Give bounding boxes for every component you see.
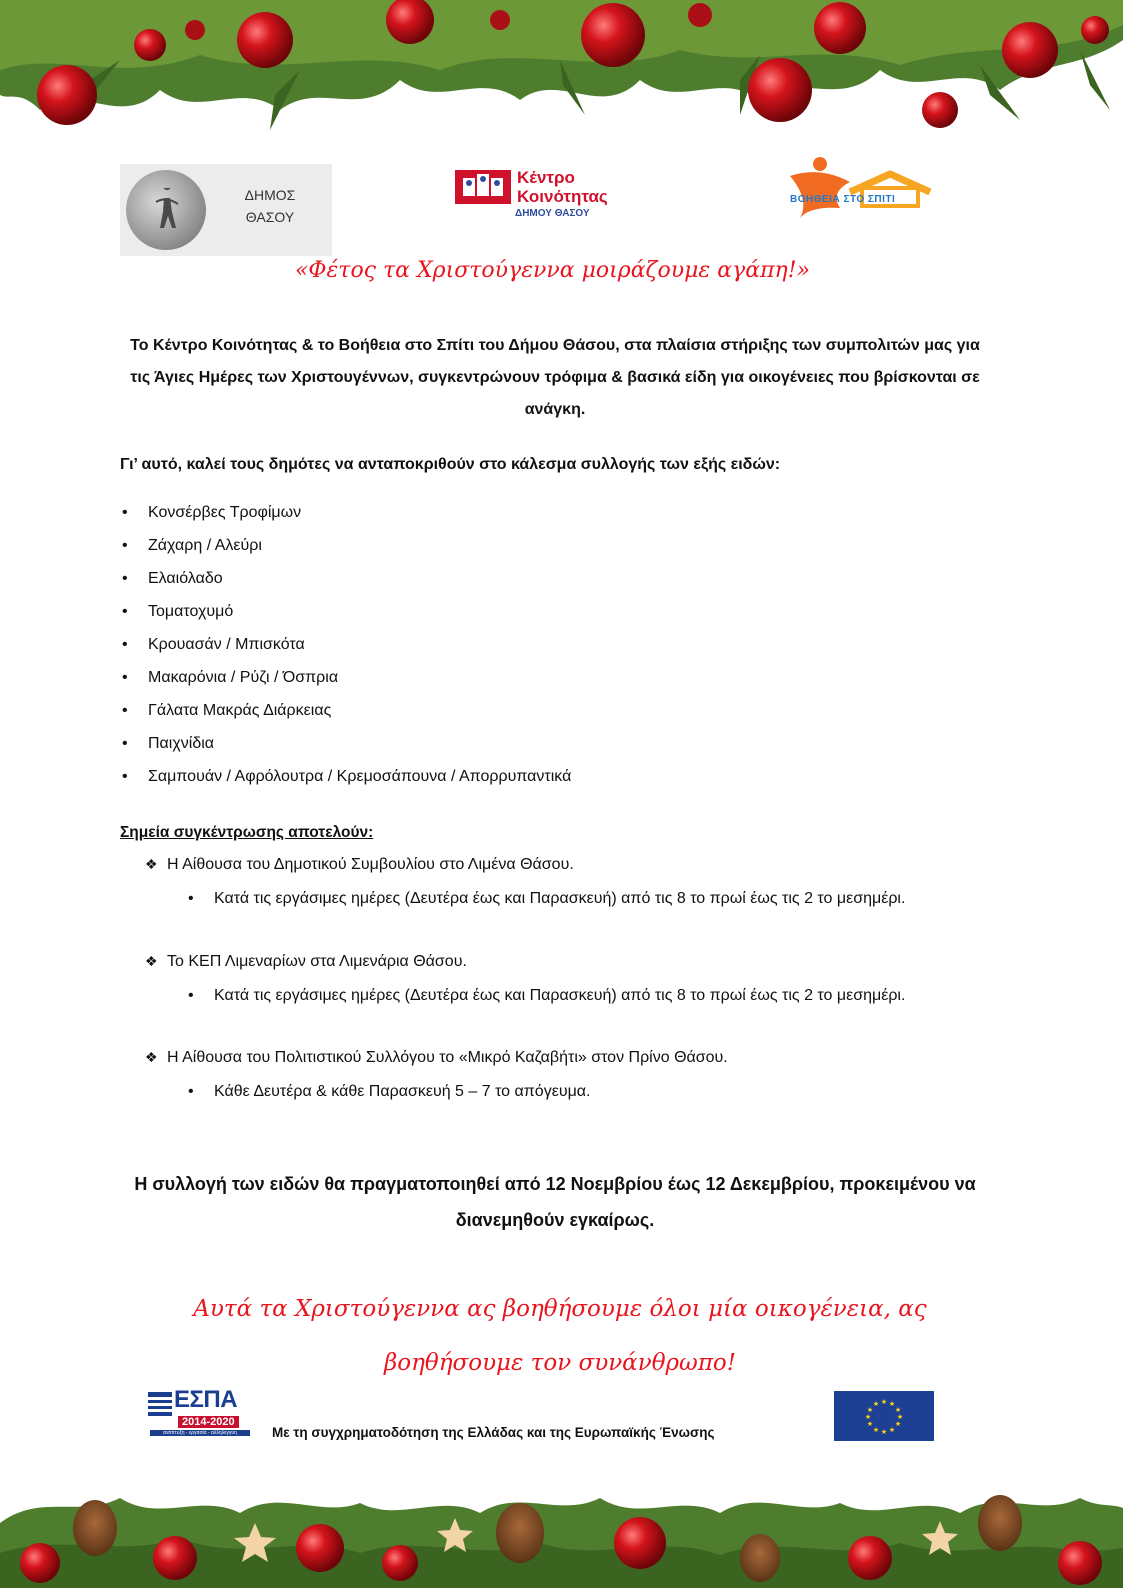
list-item: • Σαμπουάν / Αφρόλουτρα / Κρεμοσάπουνα / Απορρυπαντικά xyxy=(122,764,571,797)
eu-stars-icon xyxy=(834,1391,934,1441)
collection-point xyxy=(145,1049,728,1067)
dimos-logo-line2: ΘΑΣΟΥ xyxy=(245,209,295,225)
bullet-icon: • xyxy=(188,1083,194,1100)
funding-statement: Με τη συγχρηματοδότηση της Ελλάδας και της Ευρωπαϊκής Ένωσης xyxy=(272,1425,715,1440)
svg-text:★: ★ xyxy=(896,1414,904,1421)
svg-text:★: ★ xyxy=(880,1429,888,1436)
dimos-logo-line1: ΔΗΜΟΣ xyxy=(244,187,296,203)
collection-point-place: Η Αίθουσα του Δημοτικού Συμβουλίου στο Λιμένα Θάσου. xyxy=(167,856,574,873)
kentro-koinotitas-logo xyxy=(455,166,625,226)
christmas-garland-bottom xyxy=(0,1463,1123,1588)
svg-text:★: ★ xyxy=(888,1401,896,1408)
collection-point-place: Το ΚΕΠ Λιμεναρίων στα Λιμενάρια Θάσου. xyxy=(167,953,467,970)
eu-flag xyxy=(834,1391,934,1441)
collection-point-hours-block xyxy=(188,980,948,1012)
list-item: • Κρουασάν / Μπισκότα xyxy=(122,632,571,665)
call-to-action: Γι’ αυτό, καλεί τους δημότες να ανταποκριθούν στο κάλεσμα συλλογής των εξής ειδών: xyxy=(120,456,781,473)
collection-point-hours: Κάθε Δευτέρα & κάθε Παρασκευή 5 – 7 το απόγευμα. xyxy=(214,1083,591,1100)
svg-text:★: ★ xyxy=(866,1407,874,1414)
collection-point-hours-block xyxy=(188,1076,948,1108)
list-item: • Μακαρόνια / Ρύζι / Όσπρια xyxy=(122,665,571,698)
collection-points-heading: Σημεία συγκέντρωσης αποτελούν: xyxy=(120,824,374,841)
list-item: • Ελαιόλαδο xyxy=(122,566,571,599)
diamond-bullet-icon: ❖ xyxy=(145,953,158,969)
svg-text:★: ★ xyxy=(866,1421,874,1428)
collection-point-place: Η Αίθουσα του Πολιτιστικού Συλλόγου το «Μικρό Καζαβήτι» στον Πρίνο Θάσου. xyxy=(167,1049,728,1066)
closing-slogan: Αυτά τα Χριστούγεννα ας βοηθήσουμε όλοι μία οικογένεια, ας βοηθήσουμε τον συνάνθρωπο! xyxy=(193,1296,927,1376)
community-people-icon xyxy=(455,170,511,204)
collection-point-hours: Κατά τις εργάσιμες ημέρες (Δευτέρα έως και Παρασκευή) από τις 8 το πρωί έως τις 2 το μεσημέρι. xyxy=(214,987,906,1004)
diamond-bullet-icon: ❖ xyxy=(145,856,158,872)
espa-logo-tagline: ανάπτυξη - εργασία - αλληλεγγύη xyxy=(150,1430,250,1436)
dimos-thasou-logo xyxy=(120,164,332,256)
espa-logo xyxy=(148,1386,254,1440)
espa-logo-title: ΕΣΠΑ xyxy=(174,1386,238,1413)
intro-paragraph: Το Κέντρο Κοινότητας & το Βοήθεια στο Σπίτι του Δήμου Θάσου, στα πλαίσια στήριξης των συμπολιτών μας για τις Άγιες Ημέρες των Χριστουγέννων, συγκεντρώνουν τρόφιμα & βασικά είδη για οικογένειες που βρίσκονται σε ανάγκη. xyxy=(130,337,980,418)
svg-text:★: ★ xyxy=(872,1401,880,1408)
voitheia-sto-spiti-logo xyxy=(780,156,940,226)
list-item: • Παιχνίδια xyxy=(122,731,571,764)
items-list xyxy=(122,500,571,797)
bullet-icon: • xyxy=(188,890,194,907)
collection-point-hours: Κατά τις εργάσιμες ημέρες (Δευτέρα έως και Παρασκευή) από τις 8 το πρωί έως τις 2 το μεσημέρι. xyxy=(214,890,906,907)
bullet-icon: • xyxy=(188,987,194,1004)
collection-period: Η συλλογή των ειδών θα πραγματοποιηθεί από 12 Νοεμβρίου έως 12 Δεκεμβρίου, προκειμένου να διανεμηθούν εγκαίρως. xyxy=(134,1174,976,1230)
svg-text:★: ★ xyxy=(894,1407,902,1414)
list-item: • Ζάχαρη / Αλεύρι xyxy=(122,533,571,566)
house-figure-icon xyxy=(780,156,940,226)
svg-text:★: ★ xyxy=(872,1427,880,1434)
headline-slogan: «Φέτος τα Χριστούγεννα μοιράζουμε αγάπη!» xyxy=(294,258,811,283)
kentro-logo-line1: Κέντρο xyxy=(517,168,575,187)
collection-point xyxy=(145,856,574,874)
collection-point xyxy=(145,953,467,971)
kentro-logo-line2: Κοινότητας xyxy=(517,187,608,206)
greek-flag-icon xyxy=(148,1392,172,1416)
kentro-logo-sub: ΔΗΜΟΥ ΘΑΣΟΥ xyxy=(515,208,590,219)
collection-point-hours-block xyxy=(188,883,948,915)
svg-text:★: ★ xyxy=(864,1414,872,1421)
voitheia-logo-text: ΒΟΗΘΕΙΑ ΣΤΟ ΣΠΙΤΙ xyxy=(790,194,896,205)
svg-text:★: ★ xyxy=(888,1427,896,1434)
ancient-coin-image xyxy=(126,170,206,250)
list-item: • Γάλατα Μακράς Διάρκειας xyxy=(122,698,571,731)
christmas-garland-top xyxy=(0,0,1123,150)
svg-text:★: ★ xyxy=(880,1399,888,1406)
svg-text:★: ★ xyxy=(894,1421,902,1428)
list-item: • Κονσέρβες Τροφίμων xyxy=(122,500,571,533)
diamond-bullet-icon: ❖ xyxy=(145,1049,158,1065)
espa-logo-years: 2014-2020 xyxy=(178,1416,239,1428)
list-item: • Τοματοχυμό xyxy=(122,599,571,632)
hercules-archer-icon xyxy=(154,188,180,232)
